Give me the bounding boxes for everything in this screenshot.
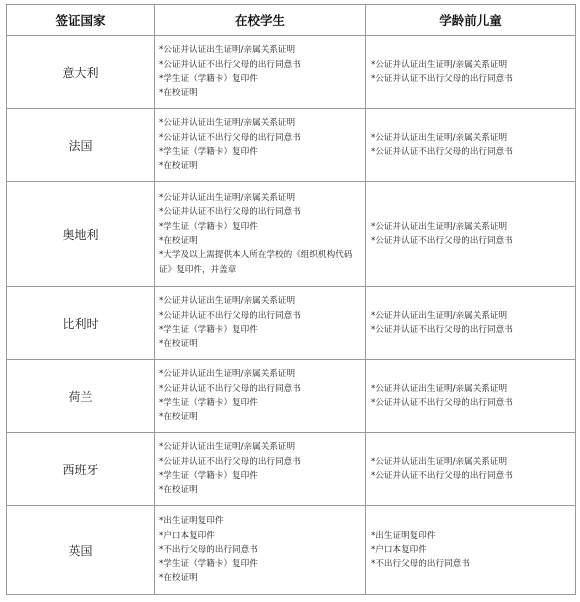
header-country: 签证国家 <box>7 5 155 36</box>
requirement-item: *公证并认证出生证明/亲属关系证明 <box>159 45 296 56</box>
child-requirements-cell <box>366 433 576 506</box>
requirement-item: *在校证明 <box>159 412 198 423</box>
student-requirements-cell <box>155 182 366 287</box>
requirement-item: *出生证明复印件 <box>371 530 436 541</box>
table-row <box>7 360 576 433</box>
requirement-item: *在校证明 <box>159 485 198 496</box>
table-row <box>7 433 576 506</box>
child-requirements-cell <box>366 360 576 433</box>
country-cell: 意大利 <box>7 36 155 109</box>
country-cell: 西班牙 <box>7 433 155 506</box>
student-requirements-cell <box>155 36 366 109</box>
table-row <box>7 109 576 182</box>
requirement-item: *公证并认证出生证明/亲属关系证明 <box>159 296 296 307</box>
header-student: 在校学生 <box>155 5 366 36</box>
requirement-item: *公证并认证不出行父母的出行同意书 <box>159 310 301 321</box>
table-row <box>7 506 576 595</box>
child-requirements-cell <box>366 287 576 360</box>
requirement-item: *公证并认证出生证明/亲属关系证明 <box>371 132 508 143</box>
table-row <box>7 36 576 109</box>
table-header <box>7 5 576 36</box>
requirement-item: *户口本复印件 <box>371 544 427 555</box>
requirement-item: *在校证明 <box>159 339 198 350</box>
requirement-item: *学生证（学籍卡）复印件 <box>159 221 258 232</box>
header-row <box>7 5 576 36</box>
requirement-item: *在校证明 <box>159 573 198 584</box>
student-requirements-cell <box>155 433 366 506</box>
requirement-item: *公证并认证出生证明/亲属关系证明 <box>159 193 296 204</box>
requirement-item: *公证并认证出生证明/亲属关系证明 <box>371 383 508 394</box>
table-body <box>7 36 576 595</box>
requirement-item: *公证并认证出生证明/亲属关系证明 <box>159 118 296 129</box>
student-requirements-cell <box>155 109 366 182</box>
requirement-item: *在校证明 <box>159 88 198 99</box>
requirement-item: *公证并认证不出行父母的出行同意书 <box>159 207 301 218</box>
requirement-item: *学生证（学籍卡）复印件 <box>159 398 258 408</box>
student-requirements-cell <box>155 360 366 433</box>
requirement-item: *公证并认证出生证明/亲属关系证明 <box>371 456 508 467</box>
requirement-item: *不出行父母的出行同意书 <box>159 544 258 555</box>
header-preschool-child: 学龄前儿童 <box>366 5 576 36</box>
child-requirements-cell <box>366 506 576 595</box>
child-requirements-cell <box>366 36 576 109</box>
country-cell: 法国 <box>7 109 155 182</box>
requirement-item: *公证并认证不出行父母的出行同意书 <box>159 132 301 143</box>
requirement-item: *公证并认证不出行父母的出行同意书 <box>159 383 301 394</box>
requirement-item: *公证并认证出生证明/亲属关系证明 <box>371 310 508 321</box>
country-cell: 奥地利 <box>7 182 155 287</box>
requirement-item: *学生证（学籍卡）复印件 <box>159 147 258 157</box>
country-cell: 英国 <box>7 506 155 595</box>
requirement-item: *学生证（学籍卡）复印件 <box>159 74 258 84</box>
requirement-item: *在校证明 <box>159 236 198 246</box>
student-requirements-cell <box>155 287 366 360</box>
requirement-item: *户口本复印件 <box>159 530 215 541</box>
child-requirements-cell <box>366 182 576 287</box>
requirement-item: *公证并认证出生证明/亲属关系证明 <box>371 59 508 70</box>
visa-requirements-table <box>6 4 576 595</box>
requirement-item: *公证并认证出生证明/亲属关系证明 <box>159 369 296 380</box>
requirement-item: *公证并认证不出行父母的出行同意书 <box>159 456 301 467</box>
requirement-item: *公证并认证不出行父母的出行同意书 <box>159 59 301 70</box>
requirement-item: *公证并认证出生证明/亲属关系证明 <box>159 442 296 453</box>
requirement-item: *公证并认证不出行父母的出行同意书 <box>371 325 513 335</box>
requirement-item: *公证并认证不出行父母的出行同意书 <box>371 147 513 157</box>
child-requirements-cell <box>366 109 576 182</box>
student-requirements-cell <box>155 506 366 595</box>
country-cell: 荷兰 <box>7 360 155 433</box>
table-row <box>7 287 576 360</box>
requirement-item: *公证并认证不出行父母的出行同意书 <box>371 236 513 246</box>
requirement-item: *出生证明复印件 <box>159 516 224 527</box>
requirement-item: *公证并认证不出行父母的出行同意书 <box>371 74 513 84</box>
requirement-item: *学生证（学籍卡）复印件 <box>159 559 258 570</box>
requirement-item: *公证并认证不出行父母的出行同意书 <box>371 471 513 481</box>
requirement-item: *学生证（学籍卡）复印件 <box>159 325 258 335</box>
requirement-item: *大学及以上需提供本人所在学校的《组织机构代码证》复印件，并盖章 <box>159 250 353 275</box>
requirement-item: *不出行父母的出行同意书 <box>371 559 470 570</box>
country-cell: 比利时 <box>7 287 155 360</box>
table-row <box>7 182 576 287</box>
requirement-item: *在校证明 <box>159 161 198 172</box>
requirement-item: *学生证（学籍卡）复印件 <box>159 471 258 481</box>
requirement-item: *公证并认证出生证明/亲属关系证明 <box>371 221 508 232</box>
requirement-item: *公证并认证不出行父母的出行同意书 <box>371 398 513 408</box>
